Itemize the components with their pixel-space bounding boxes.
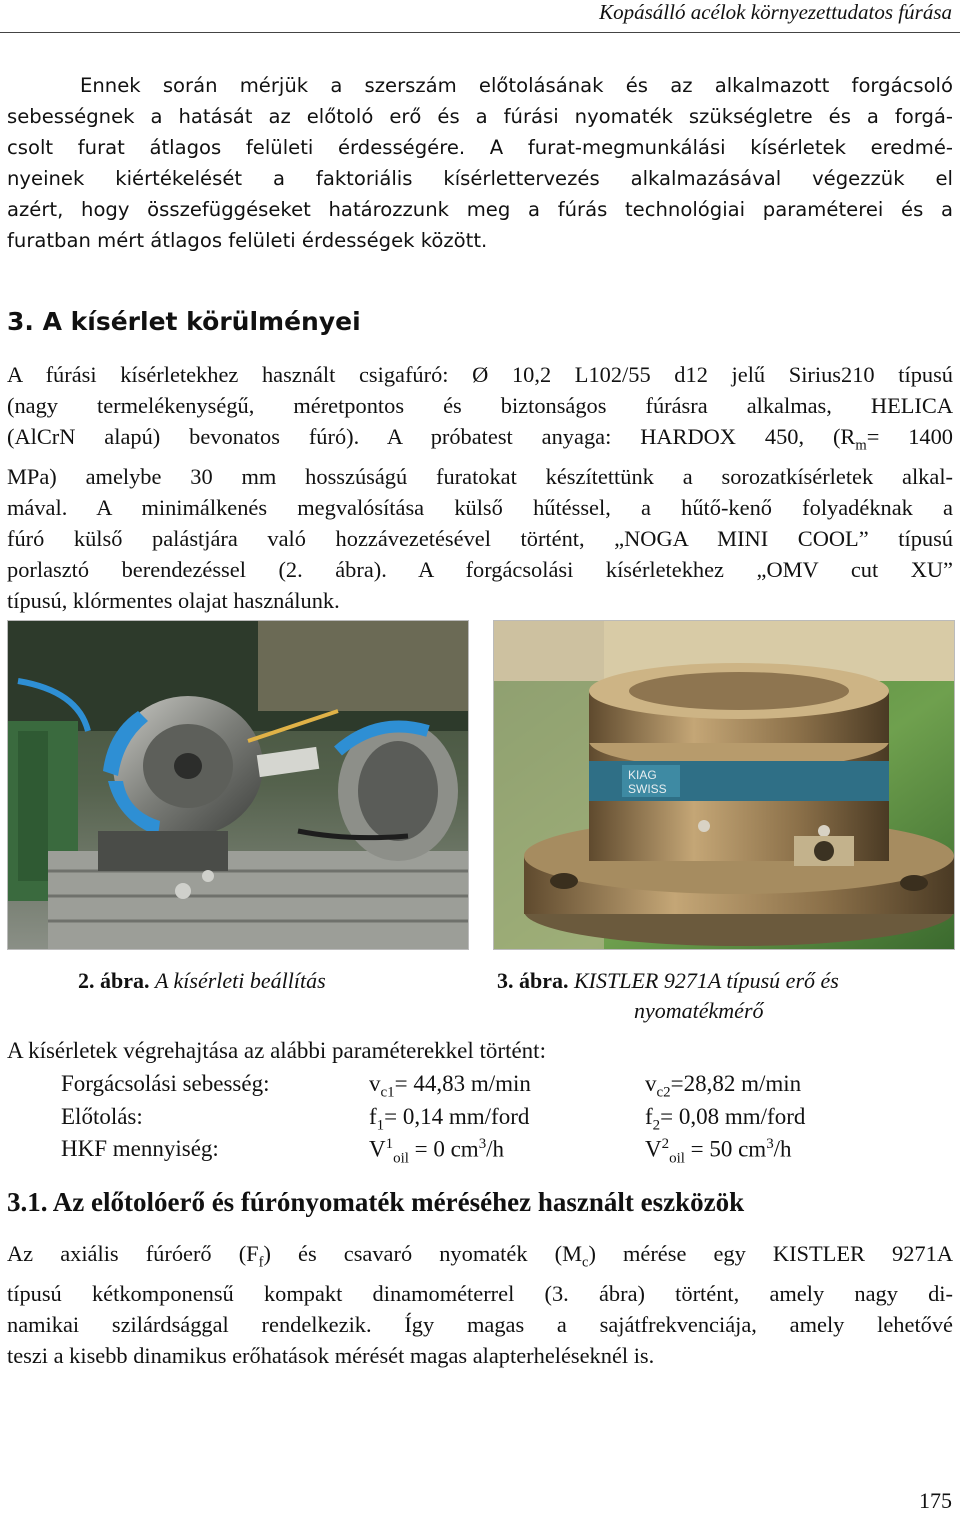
intro-line: sebességnek a hatását az előtoló erő és a fúrási nyomaték szükségletre és a forgá- bbox=[7, 105, 953, 128]
setup-photo bbox=[7, 620, 469, 950]
conditions-line: MPa) amelybe 30 mm hosszúságú furatokat készítettünk a sorozatkísérletek alkal- bbox=[7, 464, 953, 490]
conditions-line: (AlCrN alapú) bevonatos fúró). A próbatest anyaga: HARDOX 450, ($R_m= 1400$ bbox=[7, 424, 953, 454]
figure-caption-2 bbox=[78, 966, 326, 996]
intro-line: nyeinek kiértékelését a faktoriális kísérlettervezés alkalmazásával végezzük el bbox=[7, 167, 953, 190]
param-value-1: $v_{c1}= 44,83$ m/min bbox=[369, 1071, 531, 1101]
param-value-2: $v_{c2}=28,82$ m/min bbox=[645, 1071, 802, 1101]
param-label: Forgácsolási sebesség: bbox=[61, 1071, 270, 1096]
param-value-2: $f_2= 0,08$ mm/ford bbox=[645, 1104, 806, 1134]
intro-paragraph bbox=[7, 70, 953, 256]
params-intro: A kísérletek végrehajtása az alábbi paraméterekkel történt: bbox=[7, 1038, 546, 1063]
running-header bbox=[0, 0, 960, 33]
param-value-1: $f_1= 0,14$ mm/ford bbox=[369, 1104, 530, 1134]
conditions-line: mával. A minimálkenés megvalósítása külső hűtéssel, a hűtő-kenő folyadéknak a bbox=[7, 495, 953, 521]
section-heading-3-1: 3.1. Az előtolóerő és fúrónyomaték méréséhez használt eszközök bbox=[7, 1187, 745, 1217]
swiss-label: SWISS bbox=[628, 782, 667, 796]
page-number: 175 bbox=[919, 1488, 952, 1513]
intro-line: azért, hogy összefüggéseket határozzunk meg a fúrás technológiai paraméterei és a bbox=[7, 198, 953, 221]
intro-line: csolt furat átlagos felületi érdességére. A furat-megmunkálási kísérletek eredmé- bbox=[7, 136, 953, 159]
intro-line: furatban mért átlagos felületi érdességek között. bbox=[7, 229, 488, 252]
param-value-1: $V^1_{oil} = 0$ $cm^3/h$ bbox=[369, 1136, 505, 1167]
conditions-line: A fúrási kísérletekhez használt csigafúró: Ø 10,2 L102/55 d12 jelű Sirius210 típusú bbox=[7, 362, 953, 387]
figure-number: 3. ábra. bbox=[497, 968, 569, 993]
figure-caption-text: A kísérleti beállítás bbox=[155, 968, 326, 993]
figure-caption-text-cont: nyomatékmérő bbox=[634, 998, 764, 1023]
figure-caption-3 bbox=[497, 966, 957, 1026]
intro-line: Ennek során mérjük a szerszám előtolásának és az alkalmazott forgácsoló bbox=[80, 74, 953, 97]
figure-caption-text: KISTLER 9271A típusú erő és bbox=[574, 968, 839, 993]
conditions-line: típusú, klórmentes olajat használunk. bbox=[7, 588, 340, 614]
tools-line: teszi a kisebb dinamikus erőhatások mérését magas alapterheléseknél is. bbox=[7, 1343, 655, 1369]
conditions-line: (nagy termelékenységű, méretpontos és biztonságos fúrásra alkalmas, HELICA bbox=[7, 393, 953, 418]
conditions-line: porlasztó berendezéssel (2. ábra). A forgácsolási kísérletekhez „OMV cut XU” bbox=[7, 557, 953, 583]
kiag-label: KIAG bbox=[628, 768, 657, 782]
tools-paragraph bbox=[7, 1238, 953, 1371]
setup-photo-illustration bbox=[8, 621, 468, 949]
dynamometer-photo-illustration bbox=[494, 621, 954, 949]
conditions-paragraph bbox=[7, 359, 953, 616]
conditions-line: fúró külső palástjára való hozzávezetésével történt, „NOGA MINI COOL” típusú bbox=[7, 526, 953, 552]
running-header-title: Kopásálló acélok környezettudatos fúrása bbox=[599, 0, 952, 24]
figure-number: 2. ábra. bbox=[78, 968, 150, 993]
param-label: HKF mennyiség: bbox=[61, 1136, 219, 1161]
tools-line: típusú kétkomponensű kompakt dinamométerrel (3. ábra) történt, amely nagy di- bbox=[7, 1281, 953, 1307]
param-label: Előtolás: bbox=[61, 1104, 143, 1129]
tools-line: namikai szilárdsággal rendelkezik. Így magas a sajátfrekvenciája, amely lehetővé bbox=[7, 1312, 953, 1338]
dynamometer-photo bbox=[493, 620, 955, 950]
section-heading-3: 3. A kísérlet körülményei bbox=[7, 307, 361, 336]
param-value-2: $V^2_{oil} = 50$ $cm^3/h$ bbox=[645, 1136, 792, 1167]
tools-line: Az axiális fúróerő $(F_f)$ és csavaró nyomaték $(M_c)$ mérése egy KISTLER 9271A bbox=[7, 1241, 953, 1271]
